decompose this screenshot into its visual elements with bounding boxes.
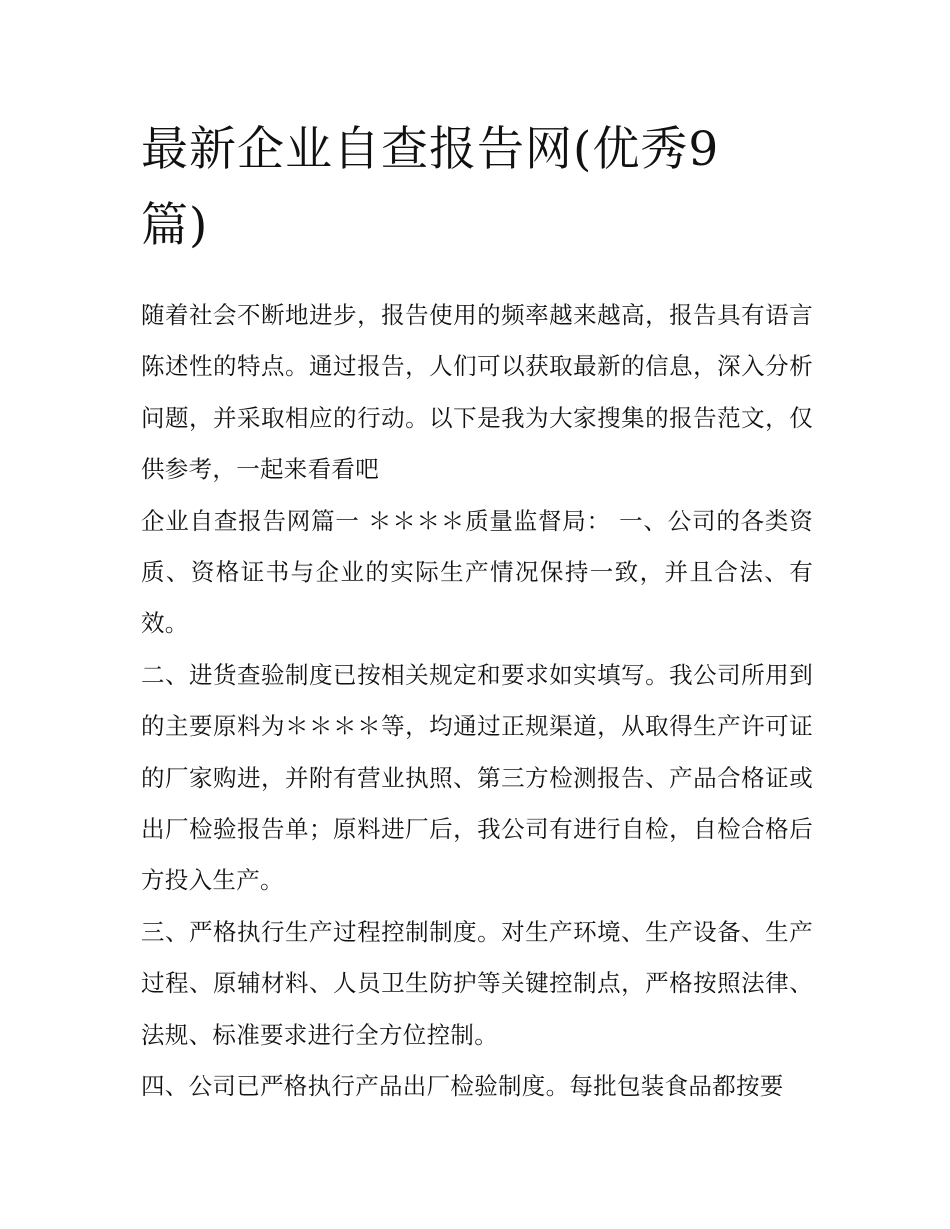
document-content (141, 112, 813, 1113)
document-title: 最新企业自查报告网(优秀9篇) (141, 122, 720, 253)
paragraph-section-three: 三、严格执行生产过程控制制度。对生产环境、生产设备、生产过程、原辅材料、人员卫生防护等关键控制点，严格按照法律、法规、标准要求进行全方位控制。 (141, 917, 813, 1049)
paragraph-section-two: 二、进货查验制度已按相关规定和要求如实填写。我公司所用到的主要原料为＊＊＊＊等，均通过正规渠道，从取得生产许可证的厂家购进，并附有营业执照、第三方检测报告、产品合格证或出厂检验报告单；原料进厂后，我公司有进行自检，自检合格后方投入生产。 (141, 660, 813, 895)
paragraph-intro: 随着社会不断地进步，报告使用的频率越来越高，报告具有语言陈述性的特点。通过报告，人们可以获取最新的信息，深入分析问题，并采取相应的行动。以下是我为大家搜集的报告范文，仅供参考，一起来看看吧 (141, 301, 813, 484)
paragraph-section-one: 企业自查报告网篇一 ＊＊＊＊质量监督局： 一、公司的各类资质、资格证书与企业的实际生产情况保持一致，并且合法、有效。 (141, 506, 813, 638)
document-body (141, 290, 813, 1113)
paragraph-section-four: 四、公司已严格执行产品出厂检验制度。每批包装食品都按要 (141, 1072, 784, 1101)
